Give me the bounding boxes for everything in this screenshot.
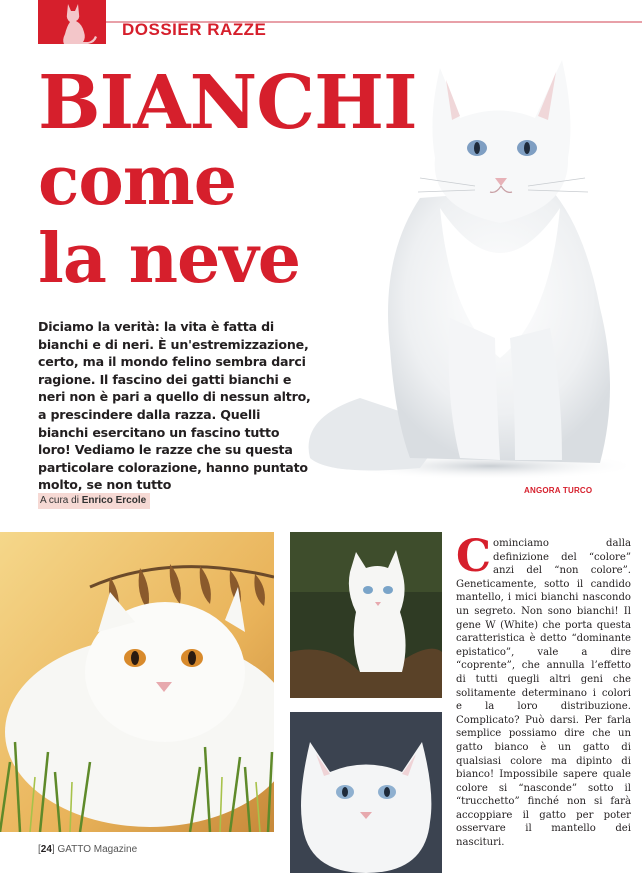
- drop-cap: C: [456, 531, 492, 582]
- author-credit: [38, 493, 150, 509]
- blue-eyed-white-cat-photo: [290, 712, 442, 873]
- hero-caption: ANGORA TURCO: [524, 486, 593, 495]
- page-folio: [24] GATTO Magazine: [38, 844, 138, 855]
- credit-prefix: A cura di: [40, 495, 79, 506]
- persian-cat-photo: [0, 532, 274, 832]
- section-header-bar: [0, 0, 642, 44]
- page-number: 24: [40, 844, 52, 855]
- section-title: DOSSIER RAZZE: [122, 20, 267, 39]
- hero-cat-photo: [300, 58, 626, 478]
- lead-paragraph: Diciamo la verità: la vita è fatta di bianchi e di neri. È un'estremizzazione, certo, ma il mondo felino sembra darci ragione. Il fascino dei gatti bianchi e neri non è pari a quello di nessun altro, a prescindere dalla razza. Quelli bianchi esercitano un fascino tutto loro! Vediamo le razze che su questa particolare colorazione, hanno puntato molto, se non tutto: [38, 319, 311, 493]
- headline-line-3: la neve: [38, 219, 301, 299]
- cat-silhouette-icon: [38, 0, 106, 44]
- headline-line-2: come: [38, 141, 236, 221]
- article-body: [456, 531, 631, 850]
- magazine-name: GATTO Magazine: [57, 844, 138, 855]
- credit-author: Enrico Ercole: [81, 495, 147, 506]
- headline-line-1: BIANCHI: [38, 60, 417, 146]
- section-logo: [38, 0, 106, 44]
- article-text: ominciamo dalla definizione del “colore” anzi del “non colore”. Geneticamente, sotto il candido mantello, i mici bianchi nascondo un segreto. Non sono bianchi! Il gene W (White) che porta questa caratteristica è detto “dominante epistatico”, vale a dire “coprente”, che annulla l’effetto di tutti quegli altri geni che solitamente determinano i colori e la loro distribuzione. Complicato? Può darsi. Per farla semplice possiamo dire che un gatto bianco è un gatto di qualsiasi colore ma dipinto di bianco! Impossibile sapere quale colore si “nasconde” sotto il “trucchetto” finché non si farà accoppiare il gatto per poter osservare il mantello dei nascituri.: [456, 538, 631, 849]
- white-cat-on-tree-photo: [290, 532, 442, 698]
